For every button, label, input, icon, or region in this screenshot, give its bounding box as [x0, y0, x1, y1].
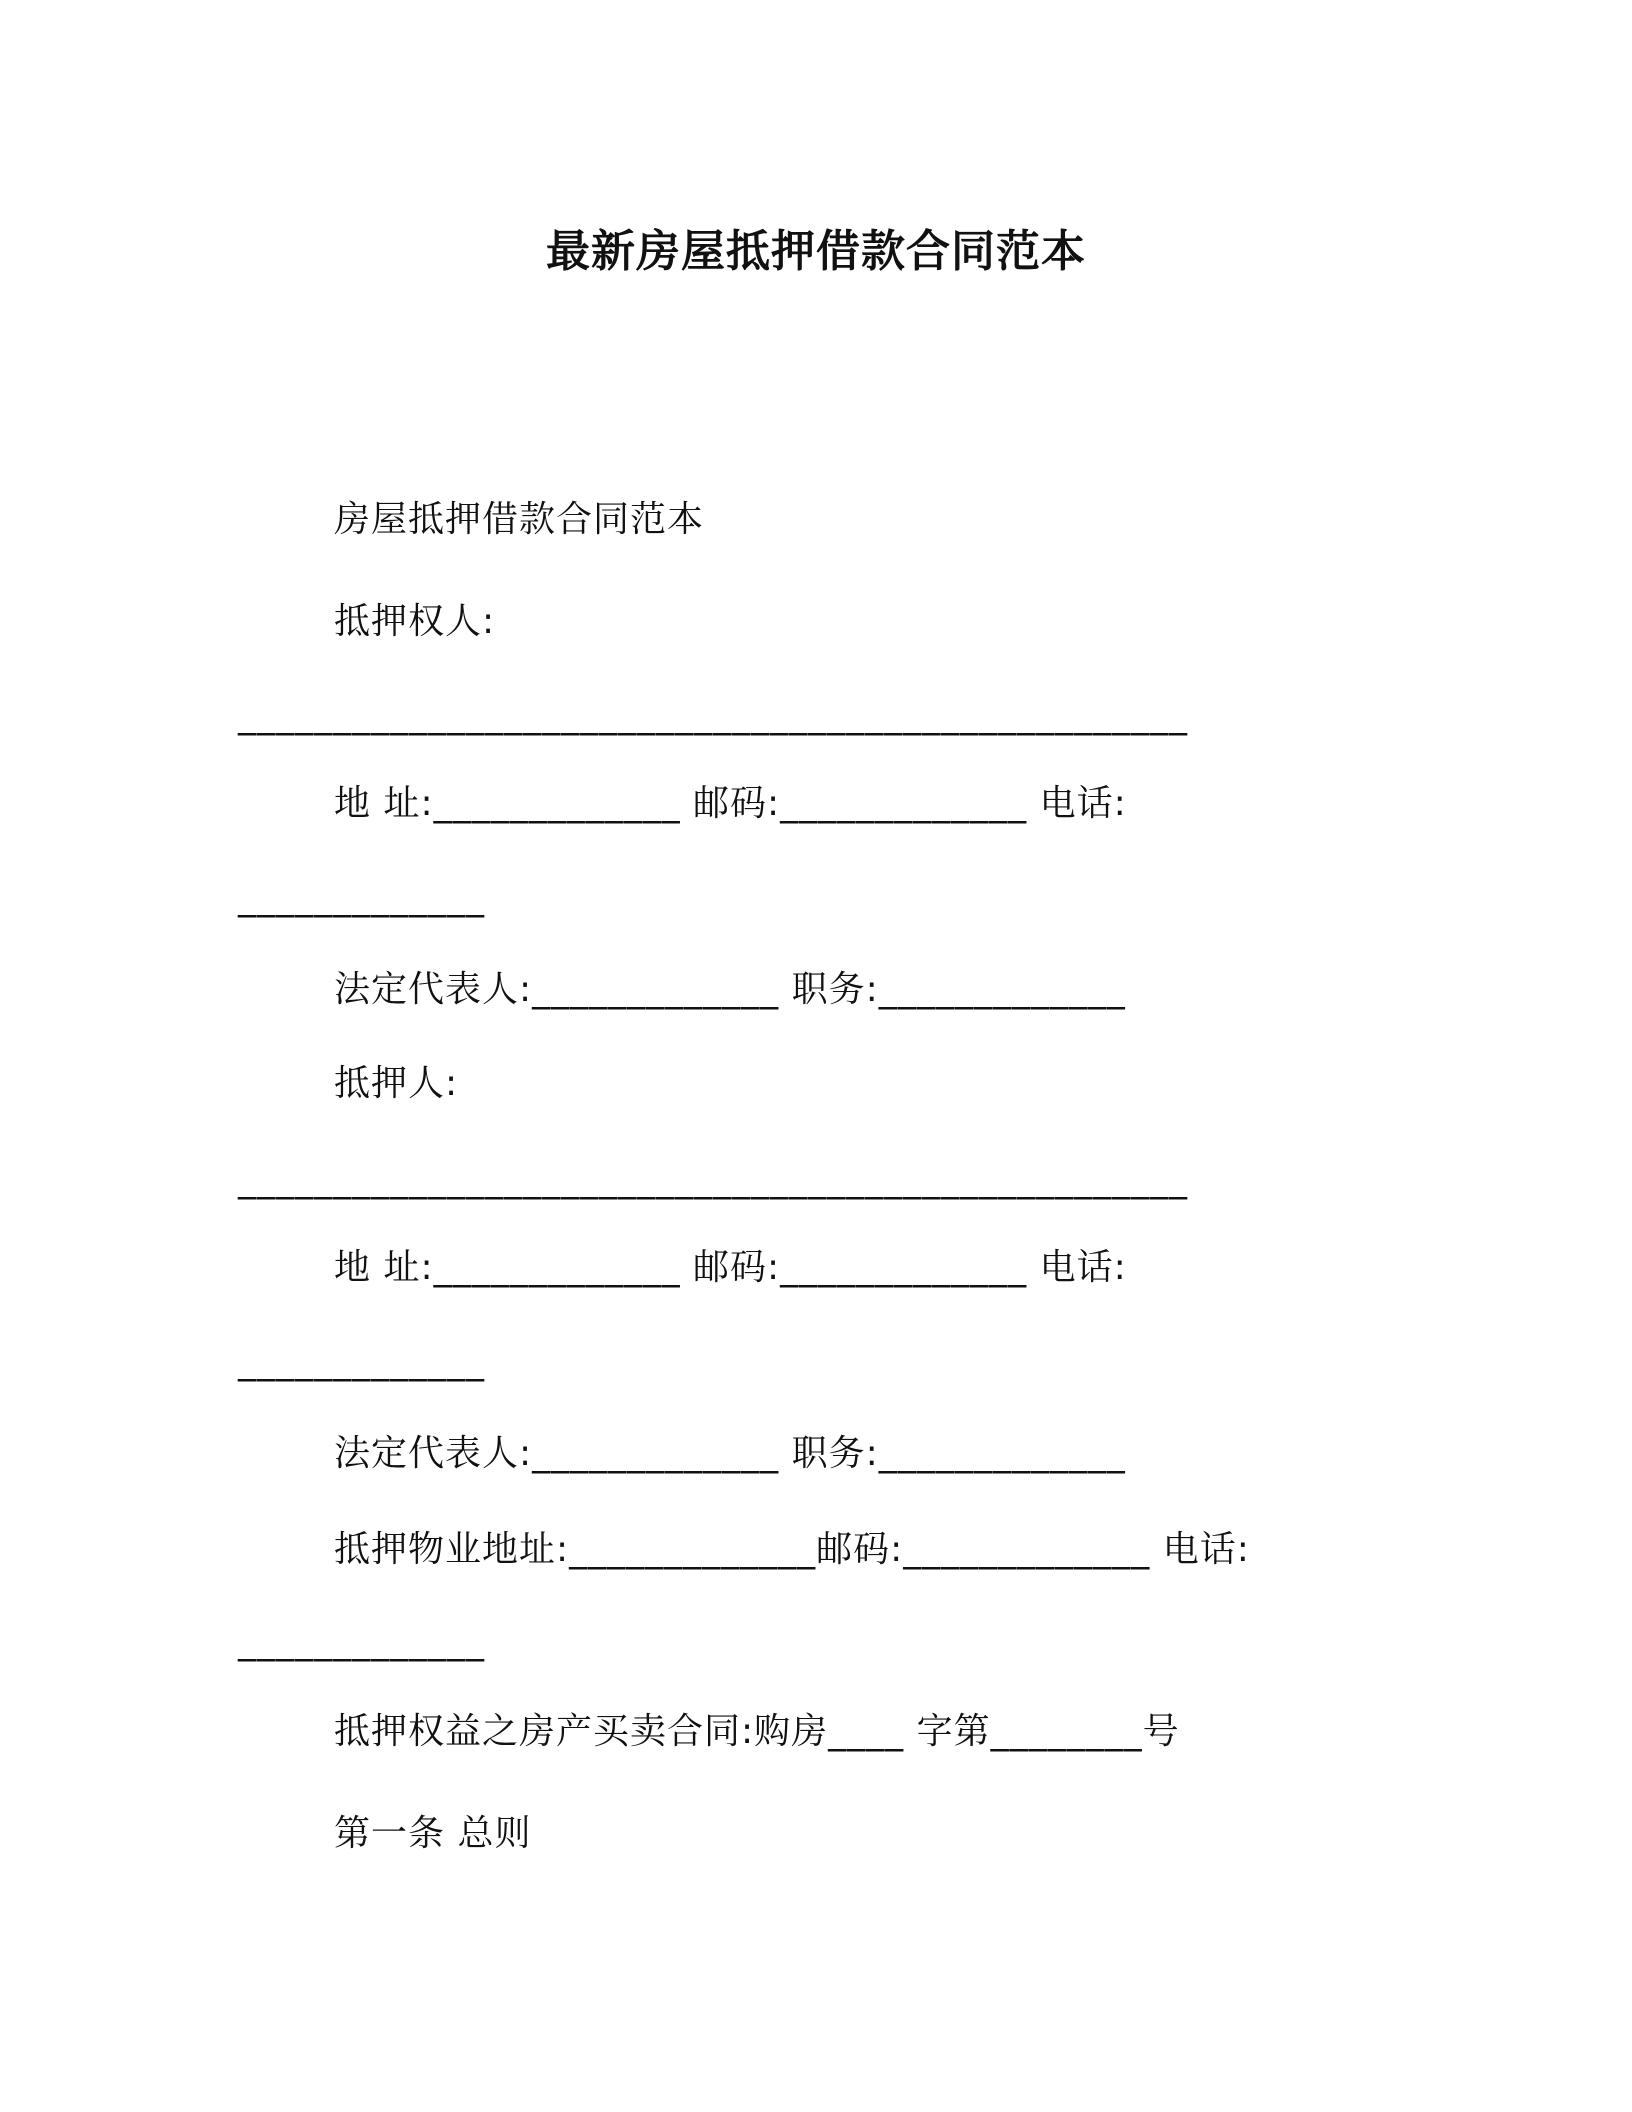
- property-address-line: 抵押物业地址:_____________邮码:_____________ 电话:: [334, 1529, 1250, 1570]
- mortgagor-phone-blank: _____________: [238, 1341, 485, 1382]
- mortgagee-representative-line: 法定代表人:_____________ 职务:_____________: [334, 969, 1126, 1010]
- property-phone-blank: _____________: [238, 1621, 485, 1662]
- mortgagor-name-blank: __________________________________________________: [238, 1159, 1188, 1200]
- mortgagee-name-blank: __________________________________________________: [238, 695, 1188, 736]
- purchase-contract-line: 抵押权益之房产买卖合同:购房____ 字第________号: [334, 1711, 1180, 1752]
- mortgagor-address-line: 地 址:_____________ 邮码:_____________ 电话:: [334, 1247, 1127, 1288]
- mortgagee-address-line: 地 址:_____________ 邮码:_____________ 电话:: [334, 783, 1127, 824]
- article-one-heading: 第一条 总则: [334, 1813, 532, 1854]
- contract-subtitle: 房屋抵押借款合同范本: [334, 499, 705, 540]
- document-title: 最新房屋抵押借款合同范本: [546, 226, 1086, 277]
- mortgagee-phone-blank: _____________: [238, 877, 485, 918]
- mortgagor-representative-line: 法定代表人:_____________ 职务:_____________: [334, 1433, 1126, 1474]
- mortgagee-label: 抵押权人:: [334, 601, 496, 642]
- mortgagor-label: 抵押人:: [334, 1063, 459, 1104]
